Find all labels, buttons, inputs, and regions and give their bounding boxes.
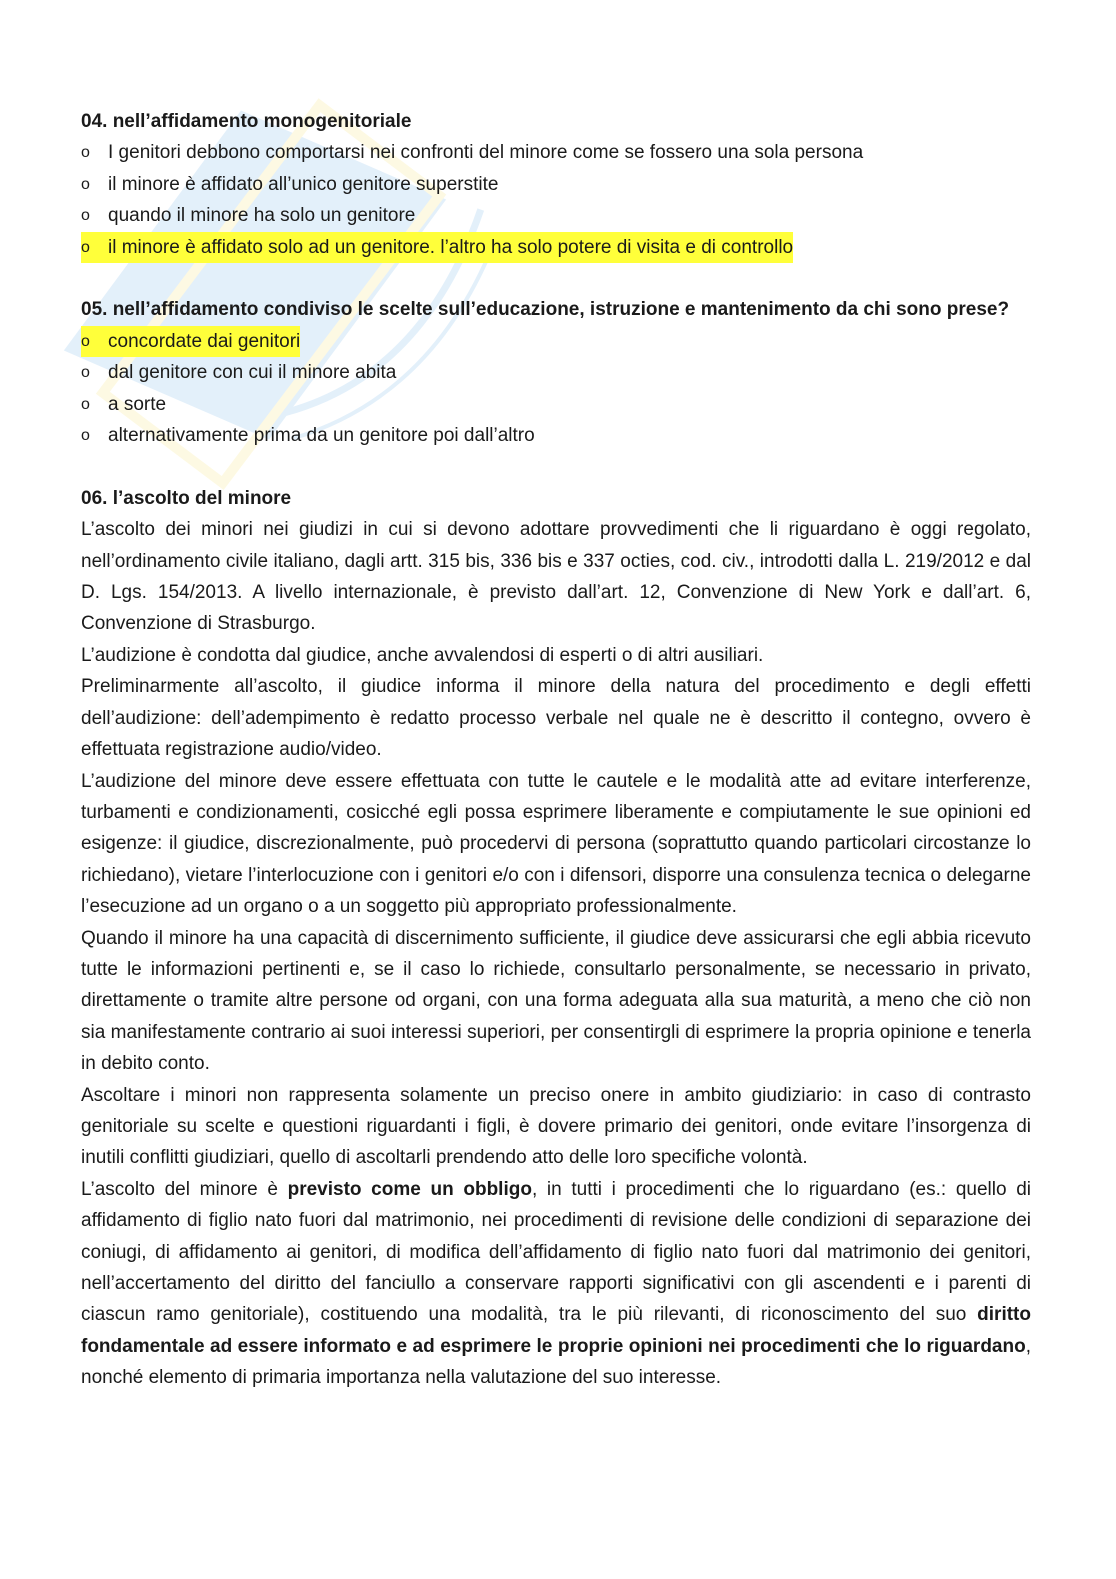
question-05	[81, 294, 1031, 451]
question-title: 04. nell’affidamento monogenitoriale	[81, 111, 412, 132]
answer-option	[81, 420, 535, 451]
text-run: L’ascolto del minore è	[81, 1178, 288, 1200]
paragraph: L’ascolto dei minori nei giudizi in cui si devono adottare provvedimenti che li riguardano è oggi regolato, nell’ordinamento civile italiano, dagli artt. 315 bis, 336 bis e 337 octies, cod. civ., introdotti dalla L. 219/2012 e dal D. Lgs. 154/2013. A livello internazionale, è previsto dall’art. 12, Convenzione di New York e dall’art. 6, Convenzione di Strasburgo.	[81, 519, 1031, 635]
paragraph: Ascoltare i minori non rappresenta solamente un preciso onere in ambito giudiziario: in caso di contrasto genitoriale su scelte e questioni riguardanti i figli, è dovere primario dei genitori, onde evitare l’insorgenza di inutili conflitti giudiziari, quello di ascoltarli prendendo atto delle loro specifiche volontà.	[81, 1084, 1031, 1169]
bullet-icon: o	[81, 332, 90, 350]
text-run: , nonché elemento di primaria importanza nella valutazione del suo interesse.	[81, 1335, 1031, 1389]
option-text: I genitori debbono comportarsi nei confronti del minore come se fossero una sola persona	[108, 142, 864, 164]
text-run: , in tutti i procedimenti che lo riguardano (es.: quello di affidamento di figlio nato fuori dal matrimonio, nei procedimenti di revisione delle condizioni di separazione dei coniugi, di affidamento ai genitori, di modifica dell’affidamento di figlio nato fuori dal matrimonio dei genitori, nell’accertamento del diritto del fanciullo a conservare rapporti significativi con gli ascendenti e i parenti di ciascun ramo genitoriale), costituendo una modalità, tra le più rilevanti, di riconoscimento del suo	[81, 1178, 1031, 1326]
option-text: a sorte	[108, 393, 167, 415]
paragraph: Preliminarmente all’ascolto, il giudice informa il minore della natura del procedimento e degli effetti dell’audizione: dell’adempimento è redatto processo verbale nel quale ne è descritto il contegno, ovvero è effettuata registrazione audio/video.	[81, 676, 1031, 761]
answer-options	[81, 326, 1031, 452]
question-04	[81, 106, 1031, 263]
option-text: alternativamente prima da un genitore poi dall’altro	[108, 425, 535, 447]
bullet-icon: o	[81, 427, 90, 445]
answer-option-highlighted	[81, 232, 793, 263]
bullet-icon: o	[81, 144, 90, 162]
bullet-icon: o	[81, 238, 90, 256]
spacer	[81, 263, 1031, 294]
paragraph: L’audizione del minore deve essere effettuata con tutte le cautele e le modalità atte ad evitare interferenze, turbamenti e condizionamenti, cosicché egli possa esprimere liberamente e compiutamente le sue opinioni ed esigenze: il giudice, discrezionalmente, può procedervi di persona (soprattutto quando particolari circostanze lo richiedano), vietare l’interlocuzione con i genitori e/o con i difensori, disporre una consulenza tecnica o delegarne l’esecuzione ad un organo o a un soggetto più appropriato professionalmente.	[81, 770, 1031, 918]
option-text: il minore è affidato all’unico genitore superstite	[108, 173, 499, 195]
document-page	[81, 106, 1031, 1394]
spacer	[81, 451, 1031, 482]
option-text: quando il minore ha solo un genitore	[108, 205, 416, 227]
bold-text: previsto come un obbligo	[287, 1178, 532, 1200]
bullet-icon: o	[81, 364, 90, 382]
answer-options	[81, 137, 1031, 263]
option-text: concordate dai genitori	[108, 330, 301, 352]
option-text: il minore è affidato solo ad un genitore. l’altro ha solo potere di visita e di controllo	[108, 236, 794, 258]
bullet-icon: o	[81, 207, 90, 225]
answer-option	[81, 169, 498, 200]
bullet-icon: o	[81, 175, 90, 193]
answer-option	[81, 137, 863, 168]
paragraph: Quando il minore ha una capacità di discernimento sufficiente, il giudice deve assicurarsi che egli abbia ricevuto tutte le informazioni pertinenti e, se il caso lo richiede, consultarlo personalmente, se necessario in privato, direttamente o tramite altre persone od organi, con una forma adeguata alla sua maturità, a meno che ciò non sia manifestamente contrario ai suoi interessi superiori, per consentirgli di esprimere la propria opinione e tenerla in debito conto.	[81, 927, 1031, 1075]
paragraph-with-emphasis	[81, 1174, 1031, 1394]
section-title: 06. l’ascolto del minore	[81, 487, 292, 509]
option-text: dal genitore con cui il minore abita	[108, 362, 397, 384]
bold-text: diritto fondamentale ad essere informato e ad esprimere le proprie opinioni nei procedimenti che lo riguardano	[81, 1304, 1031, 1357]
question-title: 05. nell’affidamento condiviso le scelte sull’educazione, istruzione e mantenimento da chi sono prese?	[81, 299, 1010, 321]
answer-option	[81, 389, 166, 420]
answer-option-highlighted	[81, 326, 300, 357]
answer-option	[81, 357, 396, 388]
section-06	[81, 483, 1031, 1394]
paragraph: L’audizione è condotta dal giudice, anche avvalendosi di esperti o di altri ausiliari.	[81, 644, 764, 666]
answer-option	[81, 200, 415, 231]
bullet-icon: o	[81, 395, 90, 413]
